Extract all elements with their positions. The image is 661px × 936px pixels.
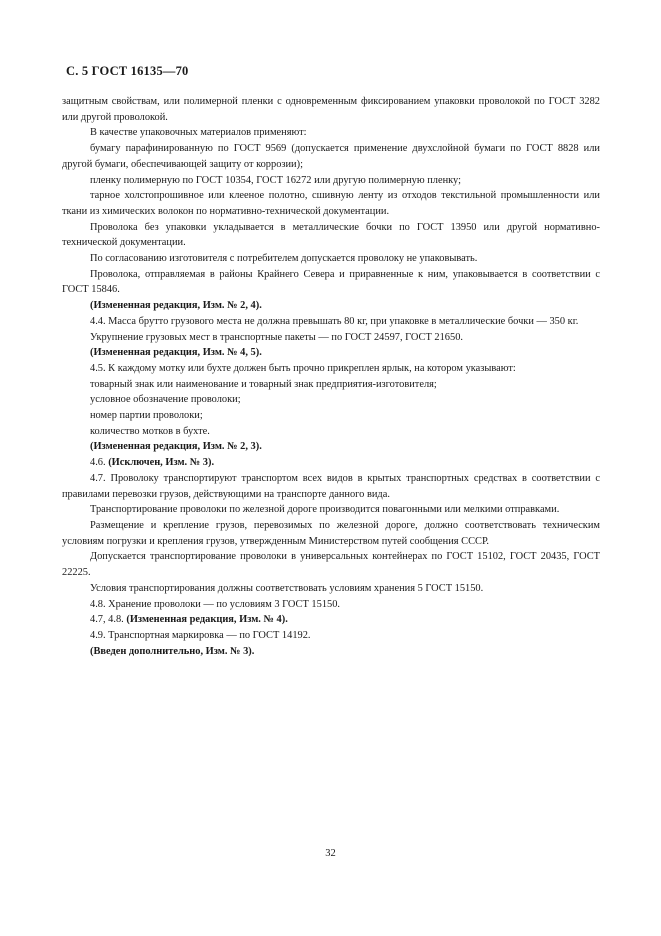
paragraph: Условия транспортирования должны соответствовать условиям хранения 5 ГОСТ 15150. [90,582,484,594]
paragraph: бумагу парафинированную по ГОСТ 9569 (допускается применение двухслойной бумаги по ГОСТ 8828 или другой бумаги, обеспечивающей защиту от коррозии); [62,143,600,170]
amendment-note: (Введен дополнительно, Изм. № 3). [90,645,255,657]
list-item: товарный знак или наименование и товарный знак предприятия-изготовителя; [90,378,437,390]
paragraph: 4.7. Проволоку транспортируют транспортом всех видов в крытых транспортных средствах в соответствии с правилами перевозки грузов, действующими на транспорте данного вида. [62,472,600,500]
paragraph: 4.4. Масса брутто грузового места не должна превышать 80 кг, при упаковке в металлические бочки — 350 кг. [90,315,579,327]
amendment-note: (Измененная редакция, Изм. № 4, 5). [90,347,262,359]
paragraph: Размещение и крепление грузов, перевозимых по железной дороге, должно соответствовать техническим условиям погрузки и крепления грузов, утвержденным Министерством путей сообщения СССР. [62,519,600,547]
amendment-note: (Измененная редакция, Изм. № 2, 4). [90,300,262,312]
document-body [62,94,600,659]
clause-number: 4.7, 4.8. [90,614,124,626]
paragraph: В качестве упаковочных материалов применяют: [90,127,307,139]
paragraph: Укрупнение грузовых мест в транспортные пакеты — по ГОСТ 24597, ГОСТ 21650. [90,331,463,343]
page-number: 32 [325,848,336,859]
paragraph: По согласованию изготовителя с потребителем допускается проволоку не упаковывать. [90,253,478,265]
page-header: С. 5 ГОСТ 16135—70 [66,64,189,78]
paragraph: 4.9. Транспортная маркировка — по ГОСТ 14192. [90,629,311,641]
amendment-note: (Исключен, Изм. № 3). [108,457,215,469]
paragraph [62,455,600,471]
clause-number: 4.6. [90,457,106,469]
amendment-note: (Измененная редакция, Изм. № 2, 3). [90,441,262,453]
paragraph: Проволока без упаковки укладывается в металлические бочки по ГОСТ 13950 или другой нормативно-технической документации. [62,221,600,249]
paragraph [62,612,600,628]
paragraph: пленку полимерную по ГОСТ 10354, ГОСТ 16272 или другую полимерную пленку; [90,174,461,186]
paragraph: Допускается транспортирование проволоки в универсальных контейнерах по ГОСТ 15102, ГОСТ 20435, ГОСТ 22225. [62,551,600,579]
paragraph: Транспортирование проволоки по железной дороге производится повагонными или мелкими отправками. [90,504,560,516]
paragraph: Проволока, отправляемая в районы Крайнего Севера и приравненные к ним, упаковывается в соответствии с ГОСТ 15846. [62,268,600,296]
paragraph: 4.8. Хранение проволоки — по условиям 3 ГОСТ 15150. [90,598,340,610]
amendment-note: (Измененная редакция, Изм. № 4). [126,614,288,626]
paragraph: защитным свойствам, или полимерной пленки с одновременным фиксированием упаковки проволокой по ГОСТ 3282 или другой проволокой. [62,96,600,123]
paragraph: 4.5. К каждому мотку или бухте должен быть прочно прикреплен ярлык, на котором указывают: [90,362,516,374]
list-item: количество мотков в бухте. [90,425,210,437]
list-item: номер партии проволоки; [90,410,203,422]
list-item: условное обозначение проволоки; [90,394,241,406]
paragraph: тарное холстопрошивное или клееное полотно, сшивную ленту из отходов текстильной промышленности или ткани из химических волокон по нормативно-технической документации. [62,190,600,217]
